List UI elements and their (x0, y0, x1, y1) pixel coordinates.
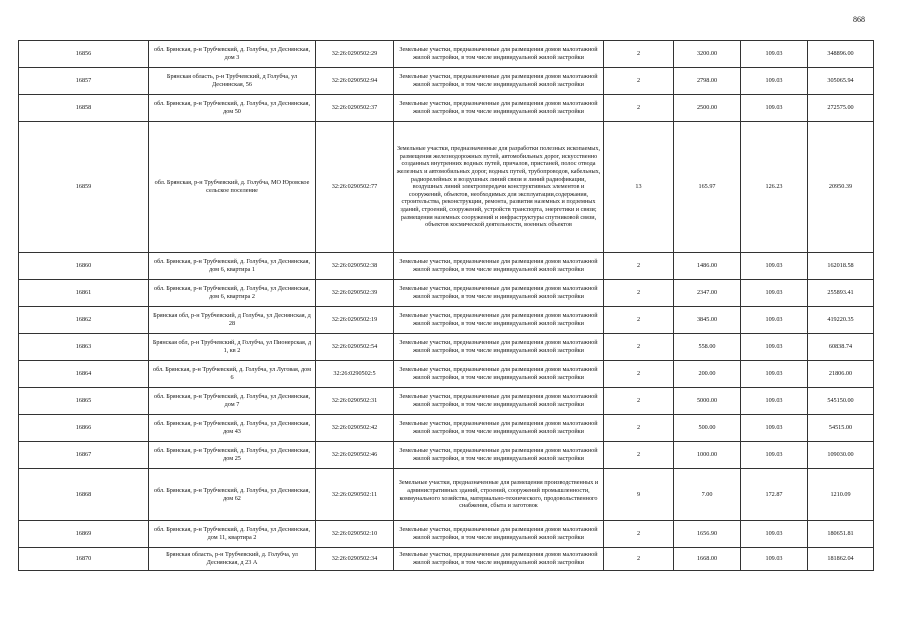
cadastral-value-cell: 305065.94 (808, 68, 874, 95)
cadastral-number-cell: 32:26:0290502:10 (316, 521, 394, 548)
cadastral-value-cell: 60838.74 (808, 334, 874, 361)
address-cell: обл. Брянская, р-н Трубчевский, д. Голубча, ул Деснянская, дом 43 (149, 415, 316, 442)
page-number: 868 (853, 15, 865, 24)
table-row (19, 442, 874, 469)
table-row (19, 469, 874, 521)
land-use-cell: Земельные участки, предназначенные для размещения домов малоэтажной жилой застройки, в том числе индивидуальной жилой застройки (394, 68, 604, 95)
rate-cell: 109.03 (741, 41, 808, 68)
land-use-cell: Земельные участки, предназначенные для размещения домов малоэтажной жилой застройки, в том числе индивидуальной жилой застройки (394, 548, 604, 571)
group-cell: 2 (604, 253, 674, 280)
area-cell: 1000.00 (674, 442, 741, 469)
table-row (19, 95, 874, 122)
address-cell: Брянская область, р-н Трубчевский, д Голубча, ул Деснянская, 56 (149, 68, 316, 95)
area-cell: 3845.00 (674, 307, 741, 334)
cadastral-number-cell: 32:26:0290502:77 (316, 122, 394, 253)
address-cell: обл. Брянская, р-н Трубчевский, д. Голубча, ул Деснянская, дом 25 (149, 442, 316, 469)
group-cell: 2 (604, 41, 674, 68)
cadastral-number-cell: 32:26:0290502:11 (316, 469, 394, 521)
land-use-cell: Земельные участки, предназначенные для размещения домов малоэтажной жилой застройки, в том числе индивидуальной жилой застройки (394, 388, 604, 415)
rate-cell: 109.03 (741, 548, 808, 571)
area-cell: 2500.00 (674, 95, 741, 122)
table-row (19, 415, 874, 442)
cadastral-number-cell: 32:26:0290502:29 (316, 41, 394, 68)
area-cell: 200.00 (674, 361, 741, 388)
land-use-cell: Земельные участки, предназначенные для размещения домов малоэтажной жилой застройки, в том числе индивидуальной жилой застройки (394, 415, 604, 442)
area-cell: 165.97 (674, 122, 741, 253)
group-cell: 2 (604, 548, 674, 571)
area-cell: 558.00 (674, 334, 741, 361)
cadastral-number-cell: 32:26:0290502:19 (316, 307, 394, 334)
address-cell: Брянская обл, р-н Трубчевский, д Голубча, ул Пионерская, д 1, кв 2 (149, 334, 316, 361)
land-use-cell: Земельные участки, предназначенные для размещения домов малоэтажной жилой застройки, в том числе индивидуальной жилой застройки (394, 95, 604, 122)
row-number-cell: 16866 (19, 415, 149, 442)
address-cell: обл. Брянская, р-н Трубчевский, д. Голубча, ул Деснянская, дом 3 (149, 41, 316, 68)
table-row (19, 253, 874, 280)
cadastral-number-cell: 32:26:0290502:42 (316, 415, 394, 442)
rate-cell: 109.03 (741, 361, 808, 388)
cadastral-number-cell: 32:26:0290502:54 (316, 334, 394, 361)
land-use-cell: Земельные участки, предназначенные для размещения домов малоэтажной жилой застройки, в том числе индивидуальной жилой застройки (394, 307, 604, 334)
rate-cell: 109.03 (741, 521, 808, 548)
group-cell: 2 (604, 95, 674, 122)
cadastral-number-cell: 32:26:0290502:39 (316, 280, 394, 307)
group-cell: 2 (604, 442, 674, 469)
cadastral-value-cell: 255893.41 (808, 280, 874, 307)
table-row (19, 307, 874, 334)
address-cell: обл. Брянская, р-н Трубчевский, д. Голубча, ул Деснянская, дом 6, квартира 2 (149, 280, 316, 307)
row-number-cell: 16857 (19, 68, 149, 95)
row-number-cell: 16861 (19, 280, 149, 307)
address-cell: обл. Брянская, р-н Трубчевский, д. Голубча, ул Деснянская, дом 62 (149, 469, 316, 521)
cadastral-number-cell: 32:26:0290502:5 (316, 361, 394, 388)
row-number-cell: 16862 (19, 307, 149, 334)
cadastral-value-cell: 545150.00 (808, 388, 874, 415)
area-cell: 7.00 (674, 469, 741, 521)
cadastral-number-cell: 32:26:0290502:31 (316, 388, 394, 415)
row-number-cell: 16860 (19, 253, 149, 280)
group-cell: 2 (604, 521, 674, 548)
area-cell: 1668.00 (674, 548, 741, 571)
table-row (19, 521, 874, 548)
area-cell: 1486.00 (674, 253, 741, 280)
area-cell: 2347.00 (674, 280, 741, 307)
row-number-cell: 16870 (19, 548, 149, 571)
rate-cell: 126.23 (741, 122, 808, 253)
cadastral-number-cell: 32:26:0290502:94 (316, 68, 394, 95)
group-cell: 2 (604, 334, 674, 361)
group-cell: 9 (604, 469, 674, 521)
table-row (19, 361, 874, 388)
cadastral-value-cell: 109030.00 (808, 442, 874, 469)
cadastral-value-cell: 180651.81 (808, 521, 874, 548)
land-use-cell: Земельные участки, предназначенные для размещения домов малоэтажной жилой застройки, в том числе индивидуальной жилой застройки (394, 361, 604, 388)
area-cell: 2798.00 (674, 68, 741, 95)
rate-cell: 109.03 (741, 95, 808, 122)
group-cell: 2 (604, 415, 674, 442)
cadastral-value-cell: 54515.00 (808, 415, 874, 442)
land-use-cell: Земельные участки, предназначенные для размещения домов малоэтажной жилой застройки, в том числе индивидуальной жилой застройки (394, 253, 604, 280)
land-use-cell: Земельные участки, предназначенные для размещения производственных и административных зданий, строений, сооружений промышленности, коммунального хозяйства, материально-технического, продовольственного снабжения, сбыта и заготовок (394, 469, 604, 521)
rate-cell: 109.03 (741, 280, 808, 307)
rate-cell: 109.03 (741, 68, 808, 95)
table-row (19, 280, 874, 307)
land-use-cell: Земельные участки, предназначенные для размещения домов малоэтажной жилой застройки, в том числе индивидуальной жилой застройки (394, 41, 604, 68)
area-cell: 500.00 (674, 415, 741, 442)
rate-cell: 172.87 (741, 469, 808, 521)
row-number-cell: 16865 (19, 388, 149, 415)
cadastral-number-cell: 32:26:0290502:34 (316, 548, 394, 571)
row-number-cell: 16868 (19, 469, 149, 521)
area-cell: 5000.00 (674, 388, 741, 415)
group-cell: 2 (604, 280, 674, 307)
address-cell: обл. Брянская, р-н Трубчевский, д. Голубча, ул Деснянская, дом 7 (149, 388, 316, 415)
rate-cell: 109.03 (741, 253, 808, 280)
land-use-cell: Земельные участки, предназначенные для размещения домов малоэтажной жилой застройки, в том числе индивидуальной жилой застройки (394, 334, 604, 361)
cadastral-value-cell: 21806.00 (808, 361, 874, 388)
table-row (19, 68, 874, 95)
land-use-cell: Земельные участки, предназначенные для размещения домов малоэтажной жилой застройки, в том числе индивидуальной жилой застройки (394, 442, 604, 469)
cadastral-value-cell: 20950.39 (808, 122, 874, 253)
cadastral-number-cell: 32:26:0290502:46 (316, 442, 394, 469)
row-number-cell: 16859 (19, 122, 149, 253)
group-cell: 2 (604, 361, 674, 388)
group-cell: 13 (604, 122, 674, 253)
rate-cell: 109.03 (741, 307, 808, 334)
area-cell: 3200.00 (674, 41, 741, 68)
rate-cell: 109.03 (741, 442, 808, 469)
group-cell: 2 (604, 388, 674, 415)
group-cell: 2 (604, 307, 674, 334)
cadastral-value-cell: 419220.35 (808, 307, 874, 334)
cadastral-value-cell: 1210.09 (808, 469, 874, 521)
cadastral-value-cell: 348896.00 (808, 41, 874, 68)
table-row (19, 122, 874, 253)
table-row (19, 41, 874, 68)
cadastral-value-cell: 162018.58 (808, 253, 874, 280)
row-number-cell: 16858 (19, 95, 149, 122)
row-number-cell: 16863 (19, 334, 149, 361)
group-cell: 2 (604, 68, 674, 95)
address-cell: обл. Брянская, р-н Трубчевский, д. Голубча, ул Деснянская, дом 6, квартира 1 (149, 253, 316, 280)
table-row (19, 334, 874, 361)
cadastral-number-cell: 32:26:0290502:38 (316, 253, 394, 280)
row-number-cell: 16864 (19, 361, 149, 388)
address-cell: обл. Брянская, р-н Трубчевский, д. Голубча, МО Юровское сельское поселение (149, 122, 316, 253)
address-cell: Брянская обл, р-н Трубчевский, д Голубча, ул Деснянская, д 28 (149, 307, 316, 334)
land-use-cell: Земельные участки, предназначенные для разработки полезных ископаемых, размещения железнодорожных путей, автомобильных дорог, искусственно созданных внутренних водных путей, причалов, пристаней, полос отвода железных и автомобильных дорог, водных путей, трубопроводов, кабельных, радиорелейных и воздушных линий связи и линий радиофикации, воздушных линий электропередачи конструктивных элементов и сооружений, объектов, необходимых для эксплуатации,содержания, строительства, реконструкции, ремонта, развития наземных и подземных зданий, строений, сооружений, устройств транспорта, энергетики и связи; размещения наземных сооружений и инфраструктуры спутниковой связи, объектов космической деятельности, военных объектов (394, 122, 604, 253)
land-use-cell: Земельные участки, предназначенные для размещения домов малоэтажной жилой застройки, в том числе индивидуальной жилой застройки (394, 521, 604, 548)
address-cell: Брянская область, р-н Трубчевский, д. Голубча, ул Деснянская, д 23 А (149, 548, 316, 571)
address-cell: обл. Брянская, р-н Трубчевский, д. Голубча, ул Деснянская, дом 11, квартира 2 (149, 521, 316, 548)
cadastral-value-cell: 272575.00 (808, 95, 874, 122)
cadastral-value-cell: 181862.04 (808, 548, 874, 571)
cadastral-number-cell: 32:26:0290502:37 (316, 95, 394, 122)
land-use-cell: Земельные участки, предназначенные для размещения домов малоэтажной жилой застройки, в том числе индивидуальной жилой застройки (394, 280, 604, 307)
table-row (19, 388, 874, 415)
address-cell: обл. Брянская, р-н Трубчевский, д. Голубча, ул Деснянская, дом 50 (149, 95, 316, 122)
registry-table (18, 40, 874, 571)
rate-cell: 109.03 (741, 334, 808, 361)
rate-cell: 109.03 (741, 388, 808, 415)
area-cell: 1656.90 (674, 521, 741, 548)
rate-cell: 109.03 (741, 415, 808, 442)
table-row (19, 548, 874, 571)
row-number-cell: 16869 (19, 521, 149, 548)
row-number-cell: 16856 (19, 41, 149, 68)
row-number-cell: 16867 (19, 442, 149, 469)
address-cell: обл. Брянская, р-н Трубчевский, д. Голубча, ул Луговая, дом 6 (149, 361, 316, 388)
